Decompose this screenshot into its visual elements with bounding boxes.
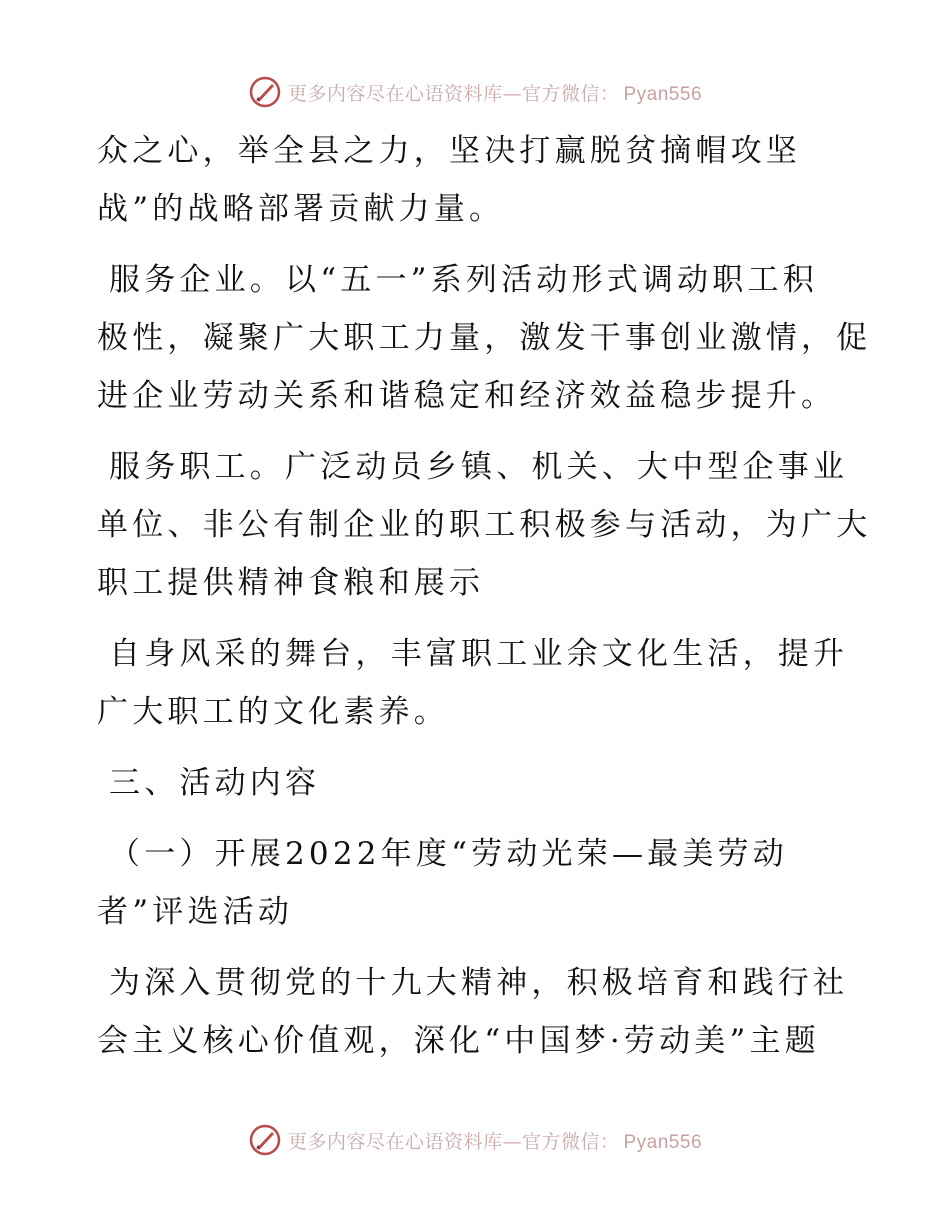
paragraph-1 xyxy=(97,122,857,238)
heading-line: 三、活动内容 xyxy=(109,765,321,801)
document-body xyxy=(97,122,872,1083)
heading-line: （一）开展2022年度“劳动光荣—最美劳动 xyxy=(109,836,788,872)
paragraph-5 xyxy=(97,954,857,1070)
section-heading-activities xyxy=(97,754,857,812)
footer-watermark xyxy=(0,1120,950,1160)
watermark-label: 更多内容尽在心语资料库—官方微信： xyxy=(287,82,620,105)
text-line: 极性，凝聚广大职工力量，激发干事创业激情，促 xyxy=(97,320,872,356)
heading-line: 者”评选活动 xyxy=(97,894,294,930)
feather-pen-seal-icon xyxy=(248,1123,282,1157)
watermark-text xyxy=(288,79,702,106)
paragraph-4 xyxy=(97,625,857,741)
text-line: 众之心，举全县之力，坚决打赢脱贫摘帽攻坚 xyxy=(97,133,801,169)
text-line: 进企业劳动关系和谐稳定和经济效益稳步提升。 xyxy=(97,378,837,414)
text-line: 单位、非公有制企业的职工积极参与活动，为广大 xyxy=(97,507,872,543)
text-line: 为深入贯彻党的十九大精神，积极培育和践行社 xyxy=(109,965,849,1001)
text-line: 服务职工。广泛动员乡镇、机关、大中型企事业 xyxy=(109,449,849,485)
subsection-heading-1 xyxy=(97,825,857,941)
paragraph-2 xyxy=(97,251,872,425)
watermark-label: 更多内容尽在心语资料库—官方微信： xyxy=(287,1130,620,1153)
text-line: 广大职工的文化素养。 xyxy=(97,694,449,730)
text-line: 会主义核心价值观，深化“中国梦·劳动美”主题 xyxy=(97,1023,820,1059)
text-line: 服务企业。以“五一”系列活动形式调动职工积 xyxy=(109,262,818,298)
watermark-text xyxy=(288,1127,702,1154)
text-line: 战”的战略部署贡献力量。 xyxy=(97,191,505,227)
watermark-wechat-id: Pyan556 xyxy=(623,1131,703,1153)
text-line: 职工提供精神食粮和展示 xyxy=(97,565,485,601)
text-line: 自身风采的舞台，丰富职工业余文化生活，提升 xyxy=(109,636,849,672)
feather-pen-seal-icon xyxy=(248,75,282,109)
header-watermark xyxy=(0,72,950,112)
watermark-wechat-id: Pyan556 xyxy=(623,83,703,105)
paragraph-3 xyxy=(97,438,872,612)
